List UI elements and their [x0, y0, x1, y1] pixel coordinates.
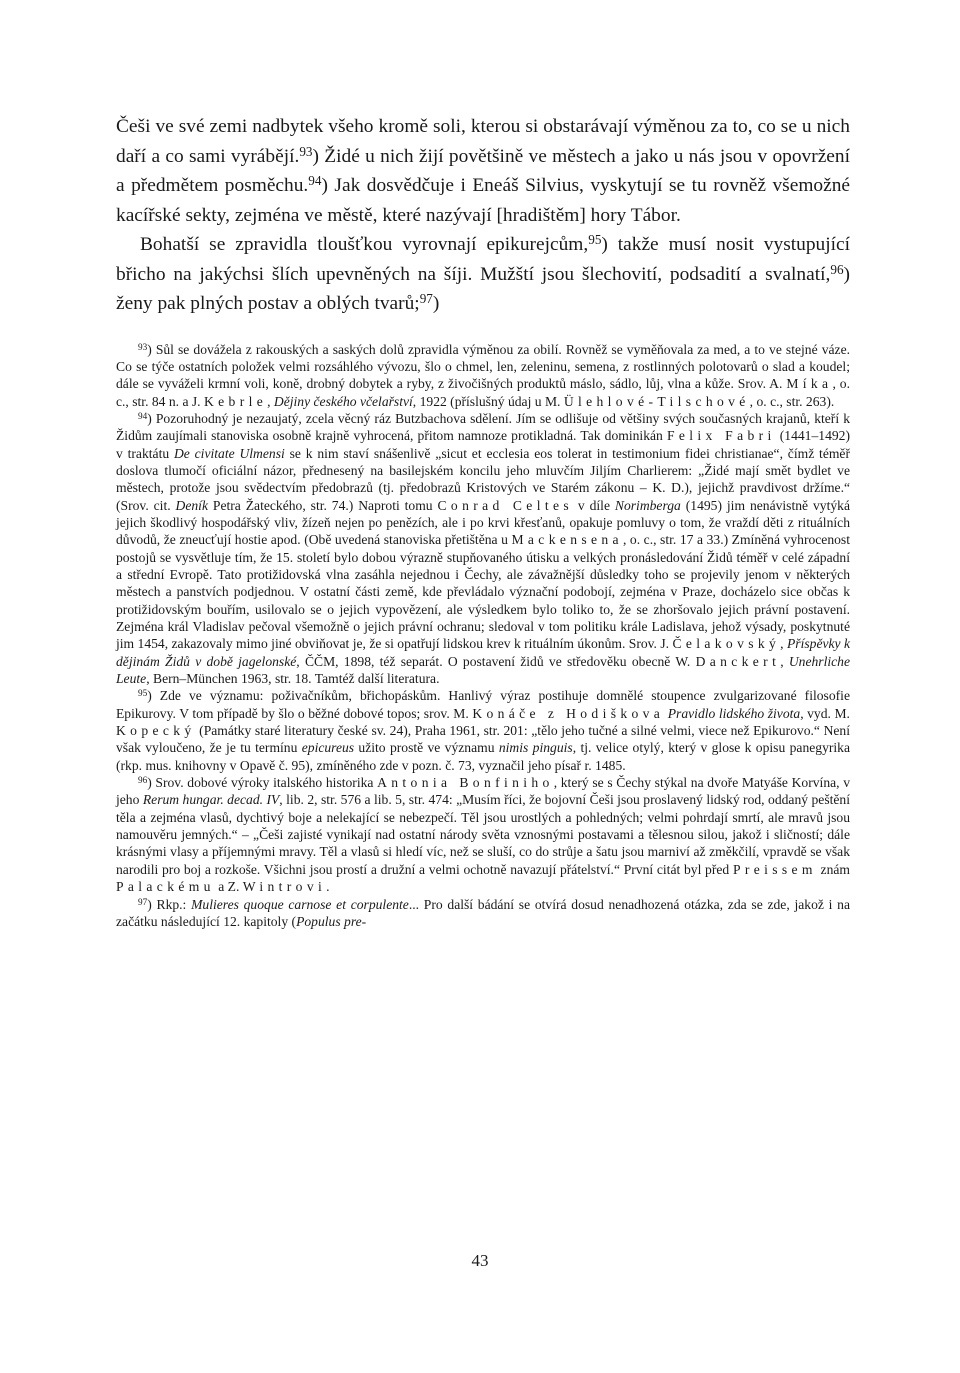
footnote-ref[interactable]: 95	[588, 232, 602, 248]
main-paragraph: Češi ve své zemi nadbytek všeho kromě soli, kterou si obstarávají výměnou za to, co se u nich daří a co sami vyrábějí.$^{93}$) Židé u nich žijí povětšině ve městech a jako u nás jsou v opovržení a předmětem posměchu.$^{94}$) Jak dosvědčuje i Eneáš Silvius, vyskytují se tu rovněž všemožné kacířské sekty, zejména ve městě, které nazývají [hradištěm] hory Tábor.	[116, 116, 851, 226]
footnote-ref[interactable]: 93	[299, 143, 313, 159]
footnote-ref[interactable]: 94	[308, 173, 322, 189]
main-text	[116, 112, 850, 319]
footnote-96: $^{96}$) Srov. dobové výroky italského historika Antonia Bonfiniho, který se s Čechy stýkal na dvoře Matyáše Korvína, v jeho Rerum hungar. decad. IV, lib. 2, str. 576 a lib. 5, str. 474: „Musím říci, že bojovní Češi jsou proslavený lidský rod, oddaný peštění těla a zejména vlasů, dychtivý boje a nelekající se nebezpečí. Těl jsou urostlých a pohledných; velmi pohrdají smrtí, ale mravů jsou namouvěru jemných.“ – „Češi zajisté vynikají nad ostatní národy světa vznosnými postavami a tělesnou silou, jakož i sličností; dále krásnými vlasy a příjemnými mravy. Těl a vlasů si hledí víc, než se sluší, co do strůje a šatu jsou marniví až změkčilí, vpravdě se však narodili pro boj a rozkoše. Všichni jsou prostí a družní a velmi ochotně navazují přátelství.“ První citát byl před Preissem znám Palackému a Z. Wintrovi.	[116, 774, 851, 895]
footnote-ref[interactable]: 96	[830, 261, 844, 277]
footnote-94: $^{94}$) Pozoruhodný je nezaujatý, zcela věcný ráz Butzbachova sdělení. Jím se odlišuje od většiny svých současných krajanů, kteří k Židům zaujímali stanoviska osobně krajně vyhrocená, přitom namnoze protikladná. Tak dominikán Felix Fabri (1441–1492) v traktátu De civitate Ulmensi se k nim staví snášenlivě „sicut et ecclesia eos tolerat in testimonium fidei christianae“, čímž téměř doslova tlumočí oficiální názor, přednesený na basilejském koncilu jeho mluvčím Jiljím Charlierem: „Židé mají smět bydlet ve městech, protože jsou svědectvím předobrazů (tj. předobrazů Kristových ve Starém zákonu – K. D.), jejichž pravdivost držíme.“ (Srov. cit. Deník Petra Žateckého, str. 74.) Naproti tomu Conrad Celtes v díle Norimberga (1495) jim nenávistně vytýká jejich škodlivý hospodářský vliv, žízeň nejen po penězích, ale i po krvi křesťanů, opakuje pomluvy o tom, že vraždí děti z rituálních důvodů, že zneucťují hostie apod. (Obě uvedená stanoviska přetištěna u Mackensena, o. c., str. 17 a 33.) Zmíněná vyhrocenost postojů se vysvětluje tím, že 15. století bylo dobou výrazně stupňovaného útisku a velkých pronásledování Židů téměř v celé západní a střední Evropě. Tato protižidovská vlna zasáhla nejednou i Čechy, ale závažnější důsledky toho se projevily jenom v některých městech a panstvích podjednou. V ostatní části země, kde převládalo význační podobojí, zejména v Praze, docházelo sice občas k protižidovským bouřím, usilovalo se o jejich vypovězení, ale výsledkem bylo toliko to, že se zhoršovalo jejich právní postavení. Zejména král Vladislav pečoval všemožně o jejich právní ochranu; sledoval v tom politiku krále Ladislava, jehož výsady, poskytnuté jim 1454, zakazovaly mimo jiné obviňovat je, že si opatřují lidskou krev k rituálním úkonům. Srov. J. Čelakovský, Příspěvky k dějinám Židů v době jagelonské, ČČM, 1898, též separát. O postavení židů ve středověku obecně W. Danckert, Unehrliche Leute, Bern–München 1963, str. 18. Tamtéž další literatura.	[116, 410, 851, 687]
footnotes	[116, 341, 850, 931]
footnote-95: $^{95}$) Zde ve významu: poživačníkům, břichopáskům. Hanlivý výraz postihuje domnělé stoupence zvulgarizované filosofie Epikurovy. V tom případě by šlo o běžné dobové topos; srov. M. Konáče z Hodiškova Pravidlo lidského života, vyd. M. Kopecký (Památky staré literatury české sv. 24), Praha 1961, str. 201: „tělo jeho tučné a silné velmi, viece než Epikurovo.“ Není však vyloučeno, že je tu termínu epicureus užito prostě ve významu nimis pinguis, tj. velice otylý, který v glose k opisu panegyrika (rkp. mus. knihovny v Opavě č. 95), zmíněného zde v pozn. č. 73, vyznačil jeho písař r. 1485.	[116, 688, 850, 773]
footnote-number: 93	[138, 341, 148, 352]
footnote-97: $^{97}$) Rkp.: Mulieres quoque carnose et corpulente... Pro další bádání se otvírá dosud nenadhozená otázka, zda se zde, jakož i na začátku následující 12. kapitoly (Populus pre-	[116, 896, 850, 929]
footnote-number: 94	[138, 410, 148, 421]
footnote-ref[interactable]: 97	[419, 291, 433, 307]
page-body	[116, 112, 850, 930]
footnote-93: $^{93}$) Sůl se dovážela z rakouských a saských dolů zpravidla výměnou za obilí. Rovněž se vyměňovala za med, a to ve stejné váze. Co se týče ostatních položek velmi rozsáhlého vývozu, šlo o chmel, len, zeleninu, semena, z rostlinných polotovarů o slad a koudel; dále se vyváželi krmní voli, koně, drobný dobytek a ryby, z živočišných produktů máslo, sádlo, lůj, vlna a kůže. Srov. A. Míka, o. c., str. 84 n. a J. Kebrle, Dějiny českého včelařství, 1922 (příslušný údaj u M. Ülehlové-Tilschové, o. c., str. 263).	[116, 341, 850, 409]
footnote-number: 95	[138, 688, 148, 699]
page-number: 43	[471, 1251, 489, 1270]
footnote-number: 97	[138, 896, 148, 907]
main-paragraph: Bohatší se zpravidla tloušťkou vyrovnají epikurejcům,$^{95}$) takže musí nosit vystupující břicho na jakýchsi šlích upevněných na šíji. Mužští jsou šlechovití, podsadití a svalnatí,$^{96}$) ženy pak plných postav a oblých tvarů;$^{97}$)	[116, 232, 850, 314]
footnote-number: 96	[138, 774, 148, 785]
